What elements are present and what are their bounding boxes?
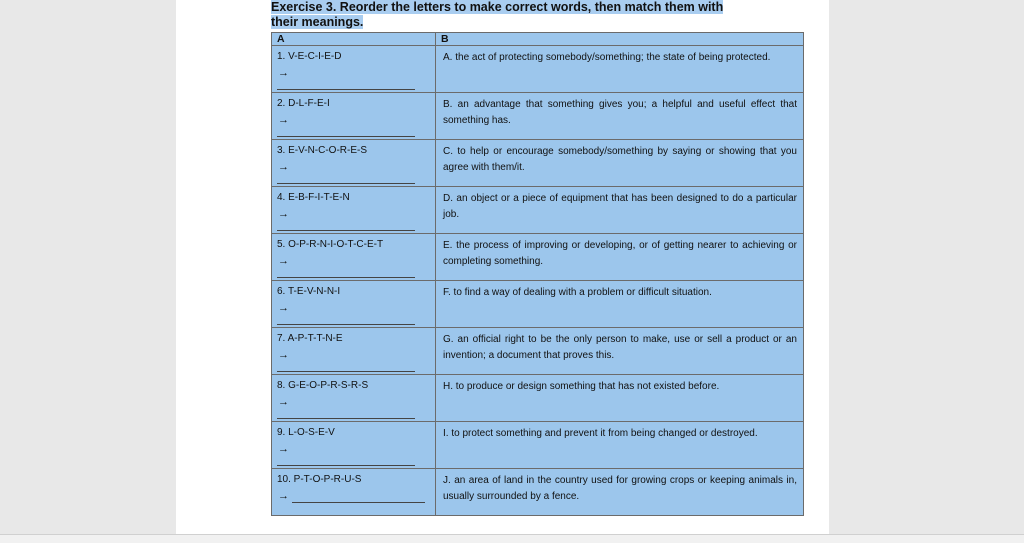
answer-blank[interactable] [277,371,415,372]
answer-blank[interactable] [292,502,425,503]
table-row [272,93,804,140]
meaning-cell [436,328,804,375]
scrambled-word: 4. E-B-F-I-T-E-N [277,192,350,203]
scrambled-word: 2. D-L-F-E-I [277,98,330,109]
arrow-icon: → [278,208,289,220]
answer-blank[interactable] [277,465,415,466]
meaning-text: J. an area of land in the country used for growing crops or keeping animals in, usually surrounded by a fence. [443,475,797,502]
word-cell [272,93,436,140]
meaning-text: G. an official right to be the only person to make, use or sell a product or an invention; a document that proves this. [443,334,797,361]
answer-blank[interactable] [277,183,415,184]
arrow-icon: → [278,490,289,502]
arrow-icon: → [278,114,289,126]
table-row [272,281,804,328]
answer-blank[interactable] [277,418,415,419]
meaning-cell [436,281,804,328]
scrambled-word: 1. V-E-C-I-E-D [277,51,342,62]
word-cell [272,422,436,469]
meaning-text: I. to protect something and prevent it from being changed or destroyed. [443,428,758,439]
meaning-cell [436,469,804,516]
word-cell [272,140,436,187]
meaning-cell [436,46,804,93]
scrambled-word: 7. A-P-T-T-N-E [277,333,343,344]
matching-table [271,32,804,516]
scrambled-word: 3. E-V-N-C-O-R-E-S [277,145,367,156]
scrambled-word: 9. L-O-S-E-V [277,427,335,438]
answer-blank[interactable] [277,324,415,325]
meaning-text: C. to help or encourage somebody/something by saying or showing that you agree with them/it. [443,146,797,173]
table-row [272,46,804,93]
meaning-cell [436,93,804,140]
answer-blank[interactable] [277,136,415,137]
word-cell [272,234,436,281]
column-b-header: B [436,33,804,46]
meaning-cell [436,375,804,422]
exercise-title [271,0,741,30]
arrow-icon: → [278,161,289,173]
word-cell [272,328,436,375]
exercise-title-line2: their meanings. [271,15,364,29]
word-cell [272,46,436,93]
scrambled-word: 10. P-T-O-P-R-U-S [277,474,362,485]
table-row [272,328,804,375]
arrow-icon: → [278,67,289,79]
table-row [272,422,804,469]
arrow-icon: → [278,443,289,455]
table-row [272,469,804,516]
meaning-cell [436,234,804,281]
arrow-icon: → [278,302,289,314]
meaning-text: B. an advantage that something gives you; a helpful and useful effect that something has. [443,99,797,126]
table-row [272,140,804,187]
meaning-cell [436,187,804,234]
arrow-icon: → [278,396,289,408]
answer-blank[interactable] [277,89,415,90]
table-row [272,187,804,234]
table-row [272,375,804,422]
table-row [272,234,804,281]
meaning-cell [436,140,804,187]
scrambled-word: 5. O-P-R-N-I-O-T-C-E-T [277,239,384,250]
column-a-header: A [272,33,436,46]
arrow-icon: → [278,255,289,267]
word-cell [272,281,436,328]
answer-blank[interactable] [277,230,415,231]
meaning-text: H. to produce or design something that has not existed before. [443,381,720,392]
table-header-row [272,33,804,46]
meaning-text: F. to find a way of dealing with a problem or difficult situation. [443,287,712,298]
meaning-cell [436,422,804,469]
answer-blank[interactable] [277,277,415,278]
scrambled-word: 6. T-E-V-N-N-I [277,286,341,297]
meaning-text: E. the process of improving or developing, or of getting nearer to achieving or completing something. [443,240,797,267]
arrow-icon: → [278,349,289,361]
exercise-title-line1: Exercise 3. Reorder the letters to make correct words, then match them with [271,0,724,14]
word-cell [272,375,436,422]
meaning-text: A. the act of protecting somebody/something; the state of being protected. [443,52,771,63]
scrambled-word: 8. G-E-O-P-R-S-R-S [277,380,369,391]
word-cell [272,469,436,516]
meaning-text: D. an object or a piece of equipment that has been designed to do a particular job. [443,193,797,220]
word-cell [272,187,436,234]
